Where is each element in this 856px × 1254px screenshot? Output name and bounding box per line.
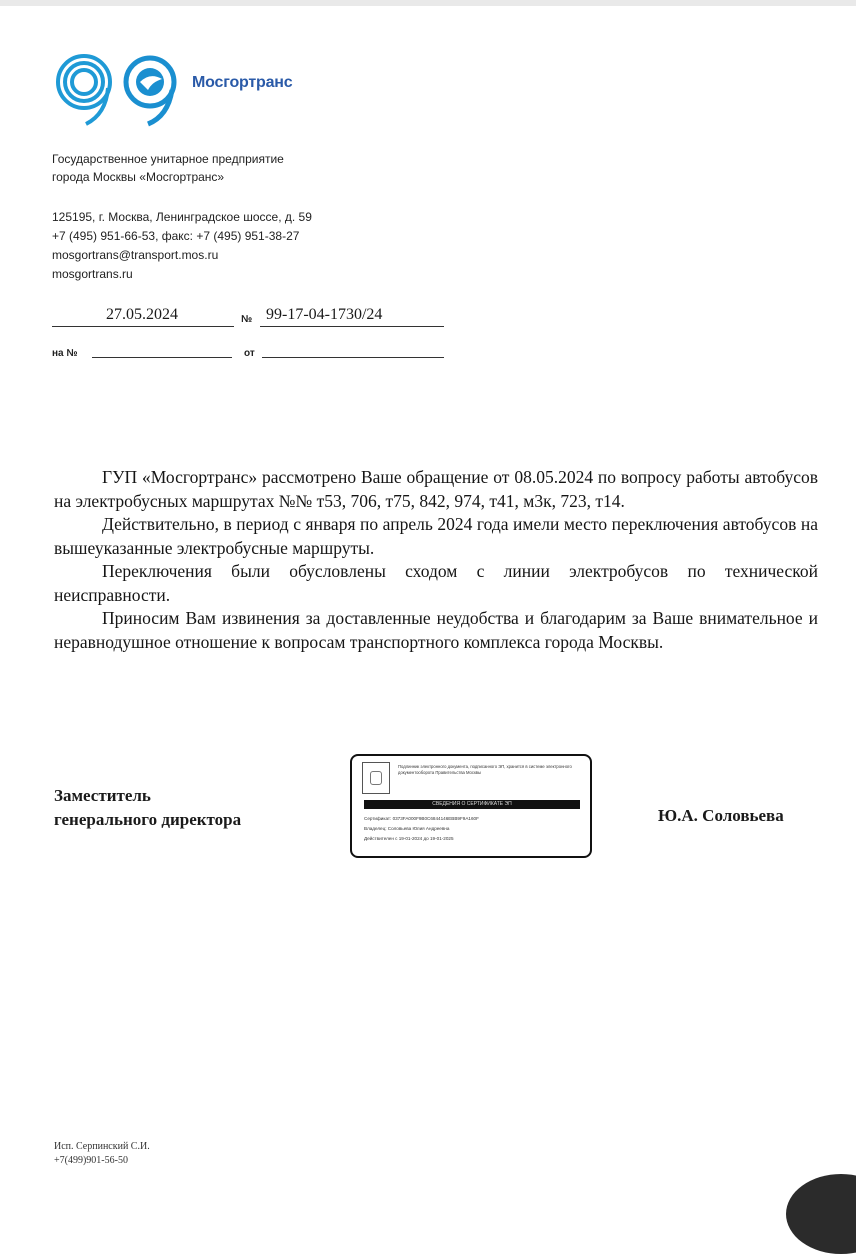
ref-from-label: от [244, 348, 255, 359]
number-underline [260, 326, 444, 327]
ref-number-underline [92, 357, 232, 358]
faded-addressee [500, 160, 505, 181]
org-line-2: города Москвы «Мосгортранс» [52, 170, 225, 184]
org-line-1: Государственное унитарное предприятие [52, 152, 284, 166]
organization-name [52, 150, 284, 186]
executor-phone: +7(499)901-56-50 [54, 1155, 128, 1166]
stamp-certificate-bar: СВЕДЕНИЯ О СЕРТИФИКАТЕ ЭП [364, 800, 580, 809]
logo-mark-icon [50, 52, 190, 128]
body-paragraph-2: Действительно, в период с января по апрель 2024 года имели место переключения автобусов на вышеуказанные электробусные маршруты. [54, 514, 818, 558]
address: 125195, г. Москва, Ленинградское шоссе, д. 59 [52, 210, 312, 224]
number-label: № [241, 314, 253, 325]
executor-name: Исп. Серпинский С.И. [54, 1141, 150, 1152]
ref-number-label: на № [52, 348, 78, 359]
stamp-certificate: Сертификат: 0373FA000F9B0C6844146EBB9F9A160F [364, 816, 479, 821]
contact-block [52, 208, 312, 284]
registration-number: 99-17-04-1730/24 [266, 306, 383, 323]
letter-body [54, 466, 818, 654]
email: mosgortrans@transport.mos.ru [52, 248, 219, 262]
moscow-emblem-icon [362, 762, 390, 794]
stamp-details [364, 814, 584, 844]
signatory-title-line-1: Заместитель [54, 786, 151, 805]
date-underline [52, 326, 234, 327]
signatory-name: Ю.А. Соловьева [658, 806, 784, 825]
executor-info [54, 1140, 150, 1168]
body-paragraph-1: ГУП «Мосгортранс» рассмотрено Ваше обращение от 08.05.2024 по вопросу работы автобусов на электробусных маршрутах №№ т53, 706, т75, 842, 974, т41, м3к, 723, т14. [54, 467, 818, 511]
body-paragraph-4: Приносим Вам извинения за доставленные неудобства и благодарим за Ваше внимательное и неравнодушное отношение к вопросам транспортного комплекса города Москвы. [54, 608, 818, 652]
phone-fax: +7 (495) 951-66-53, факс: +7 (495) 951-38-27 [52, 229, 300, 243]
stamp-header: Подлинник электронного документа, подписанного ЭП, хранится в системе электронного документооборота Правительства Москвы [398, 764, 572, 775]
signatory-title-line-2: генерального директора [54, 810, 242, 829]
corner-overlay-button[interactable] [786, 1174, 856, 1254]
body-paragraph-3: Переключения были обусловлены сходом с линии электробусов по технической неисправности. [54, 561, 818, 605]
stamp-validity: Действителен с 19-01-2024 до 19-01-2025 [364, 836, 454, 841]
website: mosgortrans.ru [52, 267, 133, 281]
electronic-signature-stamp [350, 754, 592, 858]
top-edge [0, 0, 856, 6]
signatory-title [54, 784, 241, 832]
brand-name: Мосгортранс [192, 74, 293, 91]
ref-from-underline [262, 357, 444, 358]
stamp-owner: Владелец: Соловьева Юлия Андреевна [364, 826, 450, 831]
registration-date: 27.05.2024 [106, 306, 178, 323]
